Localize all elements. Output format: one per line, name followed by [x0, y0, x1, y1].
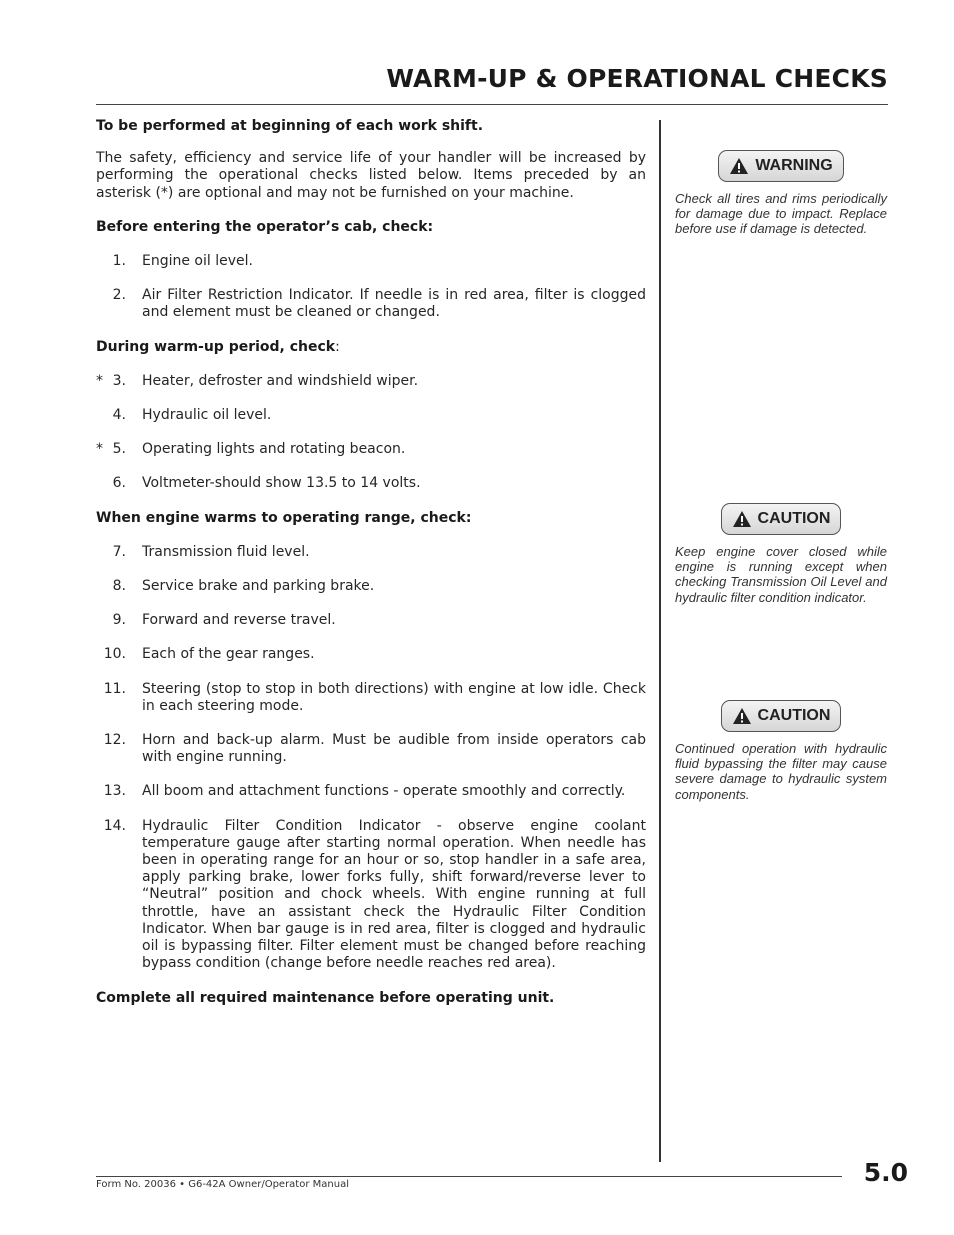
page-number: 5.0 — [863, 1158, 908, 1187]
warning-triangle-icon — [729, 157, 749, 175]
warning-triangle-icon — [732, 510, 752, 528]
checklist-item: 2. Air Filter Restriction Indicator. If needle is in red area, filter is clogged and element must be cleaned or changed. — [112, 287, 646, 321]
form-number: Form No. 20036 • G6-42A Owner/Operator Manual — [96, 1179, 349, 1190]
caution-notice — [675, 700, 887, 802]
section-heading: During warm-up period, check: — [96, 338, 340, 355]
caution-text: Continued operation with hydraulic fluid bypassing the filter may cause severe damage to hydraulic system components. — [675, 741, 887, 802]
checklist-item: 12. Horn and back-up alarm. Must be audible from inside operators cab with engine running. — [103, 732, 646, 766]
column-divider — [659, 120, 661, 1162]
checklist-item: 13. All boom and attachment functions - operate smoothly and correctly. — [103, 783, 626, 800]
caution-badge: CAUTION — [721, 503, 842, 535]
footer-divider — [96, 1176, 842, 1177]
caution-text: Keep engine cover closed while engine is running except when checking Transmission Oil Level and hydraulic filter condition indicator. — [675, 544, 887, 605]
intro-paragraph: The safety, efficiency and service life of your handler will be increased by performing the operational checks listed below. Items preceded by an asterisk (*) are optional and may not be furnished on your machine. — [96, 150, 646, 201]
checklist-item: 6. Voltmeter-should show 13.5 to 14 volts. — [112, 475, 421, 492]
section-heading: When engine warms to operating range, check: — [96, 509, 472, 526]
main-column — [96, 118, 646, 1007]
checklist-item: 8. Service brake and parking brake. — [112, 578, 375, 595]
checklist-item: 10. Each of the gear ranges. — [103, 646, 315, 663]
section-heading: Before entering the operator’s cab, check: — [96, 218, 434, 235]
caution-badge: CAUTION — [721, 700, 842, 732]
shift-note: To be performed at beginning of each work shift. — [96, 118, 484, 134]
checklist-item: 14. Hydraulic Filter Condition Indicator - observe engine coolant temperature gauge after starting normal operation. When needle has been in operating range for an hour or so, stop handler in a safe area, apply parking brake, lower forks fully, shift forward/reverse lever to “Neutral” position and chock wheels. With engine running at full throttle, have an assistant check the Hydraulic Filter Condition Indicator. When bar gauge is in red area, filter is clogged and hydraulic oil is bypassing filter. Filter element must be changed before reaching bypass condition (change before needle reaches red area). — [103, 817, 646, 972]
title-divider — [96, 104, 888, 105]
checklist-item: 11. Steering (stop to stop in both directions) with engine at low idle. Check in each steering mode. — [103, 680, 646, 714]
checklist-item: 9. Forward and reverse travel. — [112, 612, 336, 629]
closing-note: Complete all required maintenance before operating unit. — [96, 989, 555, 1006]
checklist-item: * 5. Operating lights and rotating beacon. — [96, 441, 406, 458]
warning-text: Check all tires and rims periodically for damage due to impact. Replace before use if damage is detected. — [675, 191, 887, 237]
page-title: WARM-UP & OPERATIONAL CHECKS — [386, 64, 888, 93]
checklist-item: * 3. Heater, defroster and windshield wiper. — [96, 372, 419, 389]
checklist-item: 7. Transmission fluid level. — [112, 543, 310, 560]
checklist-item: 1. Engine oil level. — [112, 253, 253, 270]
checklist-item: 4. Hydraulic oil level. — [112, 407, 272, 424]
warning-triangle-icon — [732, 707, 752, 725]
warning-badge: WARNING — [718, 150, 843, 182]
caution-notice — [675, 503, 887, 605]
warning-notice — [675, 150, 887, 237]
